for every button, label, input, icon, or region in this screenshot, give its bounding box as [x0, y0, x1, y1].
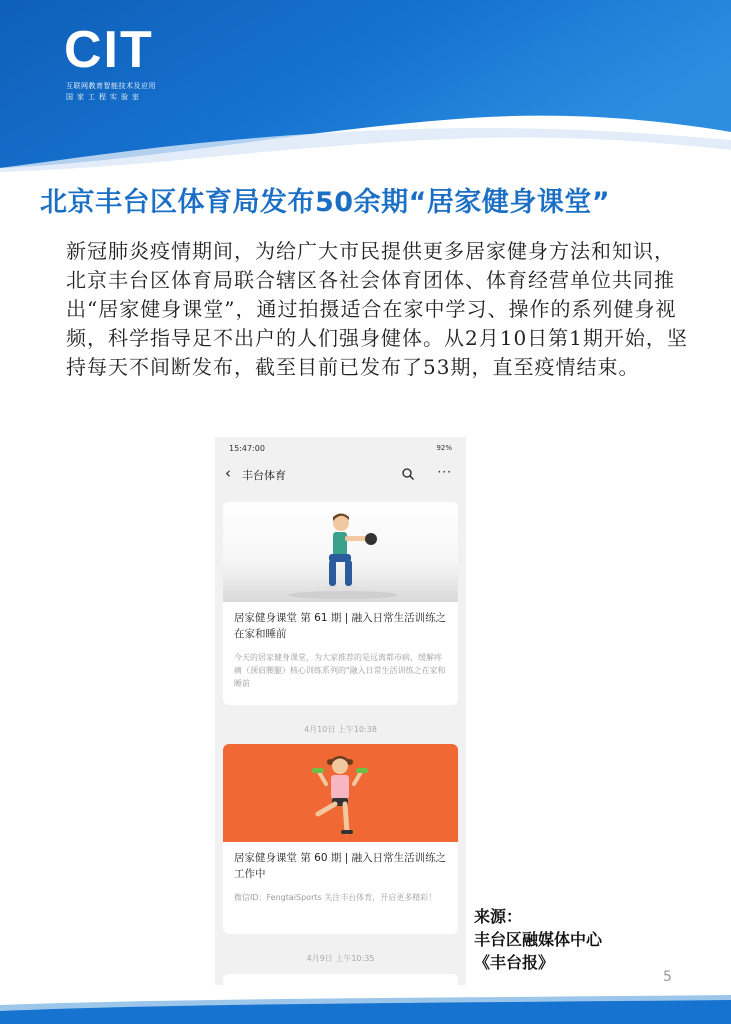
status-time: 15:47:00 [229, 444, 265, 453]
post-date: 4月9日 上午10:35 [306, 954, 375, 963]
logo-mark: CIT [64, 21, 154, 79]
dumbbell-figure-illustration [223, 744, 458, 842]
phone-screenshot [215, 437, 466, 985]
cit-logo [64, 21, 179, 104]
status-bar [215, 437, 466, 459]
source-text: 丰台区融媒体中心 《丰台报》 [474, 930, 603, 972]
battery-indicator: 92% [436, 444, 452, 452]
card-image-dumbbell [223, 744, 458, 842]
card-description: 今天的居家健身课堂，为大家推荐的是远离都市病，缓解疼痛（颈肩腰腿）核心训练系列的"融入日常生活训练之在家和睡前 [234, 653, 446, 688]
squat-figure-illustration [223, 502, 458, 602]
post-date: 4月10日 上午10:38 [304, 725, 377, 734]
article-title: 北京丰台区体育局发布50余期“居家健身课堂” [40, 187, 611, 218]
page-number: 5 [663, 969, 672, 985]
article-card[interactable] [223, 974, 458, 985]
article-card[interactable] [223, 744, 458, 934]
source-credit [474, 905, 634, 974]
card-description: 微信ID：FengtaiSports 关注丰台体育，开启更多精彩！ [234, 893, 437, 902]
footer-wave [0, 995, 731, 1024]
article-card[interactable] [223, 502, 458, 705]
search-icon[interactable] [402, 468, 414, 480]
card-title: 居家健身课堂 第 60 期 | 融入日常生活训练之工作中 [234, 852, 447, 880]
back-arrow-icon[interactable]: ‹ [225, 464, 231, 482]
article-body: 新冠肺炎疫情期间，为给广大市民提供更多居家健身方法和知识，北京丰台区体育局联合辖区各社会体育团体、体育经营单位共同推出“居家健身课堂”，通过拍摄适合在家中学习、操作的系列健身视频，科学指导足不出户的人们强身健体。从2月10日第1期开始，坚持每天不间断发布，截至目前已发布了53期，直至疫情结束。 [66, 239, 688, 379]
page-header [0, 0, 731, 175]
card-image-squat [223, 502, 458, 602]
more-options-icon[interactable]: ··· [437, 465, 452, 479]
logo-subtitle-line2: 国家工程实验室 [66, 93, 143, 101]
source-label: 来源： [474, 907, 523, 926]
account-title: 丰台体育 [242, 469, 286, 482]
logo-subtitle-line1: 互联网教育智能技术及应用 [66, 82, 156, 90]
app-bar [215, 459, 466, 489]
card-title: 居家健身课堂 第 61 期 | 融入日常生活训练之在家和睡前 [234, 612, 447, 640]
